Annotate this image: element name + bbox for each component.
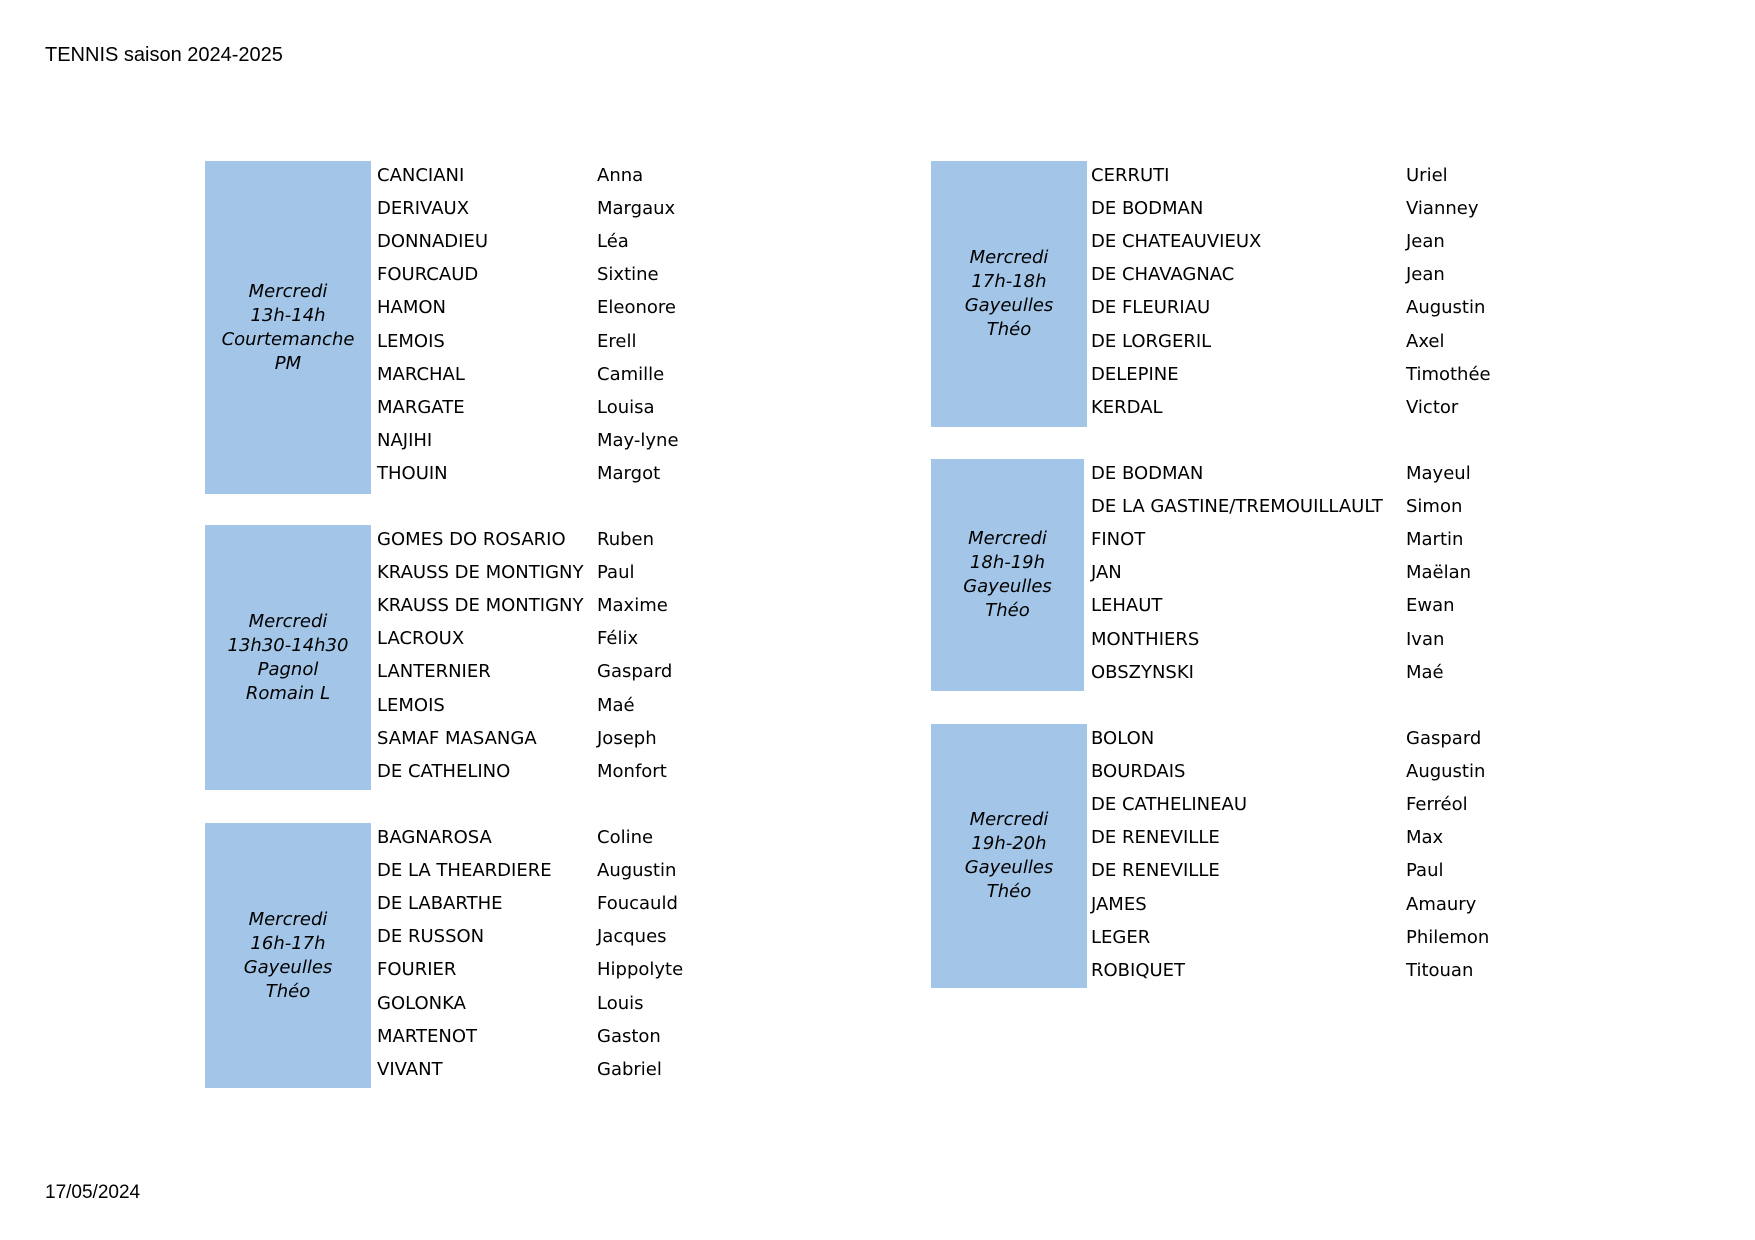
schedule-group [931, 724, 1536, 988]
member-first-name: Augustin [597, 860, 677, 882]
member-last-name: DE LA THEARDIERE [377, 860, 552, 882]
schedule-group [205, 525, 727, 790]
member-row [377, 1022, 727, 1052]
member-first-name: Margaux [597, 198, 676, 220]
member-last-name: DE CHATEAUVIEUX [1091, 231, 1262, 253]
member-first-name: Ivan [1406, 628, 1445, 650]
group-label-line: 17h-18h [971, 271, 1047, 292]
member-last-name: GOMES DO ROSARIO [377, 529, 566, 550]
member-first-name: Ferréol [1406, 794, 1468, 816]
member-last-name: GOLONKA [377, 992, 466, 1014]
member-last-name: LEMOIS [377, 330, 445, 352]
member-last-name: CERRUTI [1091, 165, 1170, 186]
member-first-name: Gaspard [1406, 728, 1482, 749]
member-row [377, 293, 727, 323]
group-label-line: Gayeulles [964, 857, 1054, 878]
member-row [1091, 327, 1536, 357]
group-label [205, 161, 371, 494]
member-row [1091, 492, 1536, 522]
member-first-name: Erell [597, 330, 637, 352]
member-last-name: NAJIHI [377, 429, 433, 451]
group-label-line: Mercredi [248, 610, 328, 632]
member-first-name: Louis [597, 992, 644, 1014]
member-first-name: Paul [1406, 860, 1444, 882]
member-first-name: Axel [1406, 330, 1445, 352]
member-first-name: May-lyne [597, 429, 679, 451]
member-last-name: CANCIANI [377, 165, 465, 186]
member-last-name: DERIVAUX [377, 198, 470, 220]
document-date: 17/05/2024 [45, 1182, 141, 1203]
member-first-name: Louisa [597, 396, 655, 418]
member-last-name: JAMES [1091, 893, 1147, 915]
group-label [205, 823, 371, 1088]
member-last-name: DE LABARTHE [377, 893, 503, 915]
member-first-name: Simon [1406, 496, 1463, 518]
member-first-name: Hippolyte [597, 959, 684, 981]
member-last-name: LACROUX [377, 628, 465, 650]
member-row [1091, 293, 1536, 323]
member-first-name: Maé [1406, 661, 1444, 683]
member-last-name: DE CATHELINO [377, 760, 511, 782]
member-last-name: DE RENEVILLE [1091, 827, 1220, 849]
member-first-name: Jacques [597, 926, 667, 948]
schedule-group [931, 459, 1536, 691]
group-label-line: PM [274, 352, 302, 374]
member-row [1091, 161, 1536, 191]
member-row [1091, 260, 1536, 290]
group-label-line: Théo [986, 881, 1032, 902]
member-row [377, 426, 727, 456]
member-first-name: Maxime [597, 595, 668, 617]
member-first-name: Augustin [1406, 297, 1486, 319]
group-label-line: Théo [985, 600, 1030, 621]
group-label-line: Mercredi [969, 809, 1049, 830]
member-first-name: Maé [597, 694, 635, 716]
member-first-name: Gaspard [597, 661, 673, 683]
member-last-name: MARGATE [377, 396, 465, 418]
member-last-name: DE FLEURIAU [1091, 297, 1211, 319]
member-row [377, 360, 727, 390]
member-row [377, 227, 727, 257]
member-row [1091, 360, 1536, 390]
schedule-group [931, 161, 1536, 427]
member-row [377, 989, 727, 1019]
member-last-name: ROBIQUET [1091, 959, 1186, 981]
member-last-name: DONNADIEU [377, 231, 488, 253]
member-first-name: Léa [597, 231, 629, 253]
group-label [931, 459, 1084, 691]
member-row [1091, 956, 1536, 986]
member-first-name: Titouan [1406, 959, 1474, 981]
member-first-name: Anna [597, 165, 644, 186]
member-row [1091, 194, 1536, 224]
member-row [1091, 591, 1536, 621]
member-row [1091, 923, 1536, 953]
member-first-name: Félix [597, 628, 639, 650]
member-first-name: Philemon [1406, 926, 1490, 948]
member-row [1091, 625, 1536, 655]
member-row [377, 757, 727, 787]
member-first-name: Uriel [1406, 165, 1448, 186]
member-last-name: JAN [1091, 562, 1122, 584]
member-row [377, 657, 727, 687]
member-row [1091, 823, 1536, 853]
group-label-line: 18h-19h [969, 552, 1046, 573]
member-row [377, 525, 727, 555]
member-row [377, 459, 727, 489]
member-first-name: Monfort [597, 760, 667, 782]
member-last-name: SAMAF MASANGA [377, 727, 537, 749]
member-last-name: OBSZYNSKI [1091, 661, 1194, 683]
member-last-name: DELEPINE [1091, 363, 1179, 385]
member-row [1091, 757, 1536, 787]
member-row [377, 955, 727, 985]
group-label-line: Théo [986, 319, 1032, 340]
group-label [931, 724, 1087, 988]
group-label [931, 161, 1087, 427]
group-label-line: Gayeulles [243, 956, 333, 978]
member-last-name: FINOT [1091, 529, 1146, 551]
member-row [377, 724, 727, 754]
member-last-name: LEMOIS [377, 694, 445, 716]
member-last-name: MONTHIERS [1091, 628, 1200, 650]
member-row [1091, 790, 1536, 820]
member-last-name: LEGER [1091, 926, 1151, 948]
member-row [377, 691, 727, 721]
member-row [1091, 227, 1536, 257]
member-last-name: BOLON [1091, 728, 1155, 749]
member-row [377, 161, 727, 191]
group-label-line: 13h-14h [250, 304, 326, 326]
member-last-name: FOURCAUD [377, 264, 479, 286]
group-label-line: Courtemanche [221, 328, 355, 350]
member-row [377, 823, 727, 853]
member-row [1091, 658, 1536, 688]
member-last-name: FOURIER [377, 959, 457, 981]
member-first-name: Augustin [1406, 761, 1486, 783]
member-first-name: Camille [597, 363, 665, 385]
group-label-line: Théo [265, 980, 311, 1002]
member-last-name: LEHAUT [1091, 595, 1163, 617]
group-label [205, 525, 371, 790]
member-row [377, 194, 727, 224]
member-first-name: Coline [597, 827, 654, 848]
member-last-name: KRAUSS DE MONTIGNY [377, 562, 584, 584]
member-last-name: KRAUSS DE MONTIGNY [377, 595, 584, 617]
member-first-name: Eleonore [597, 297, 676, 319]
group-label-line: Mercredi [248, 280, 328, 302]
member-last-name: LANTERNIER [377, 661, 491, 683]
group-label-line: Mercredi [968, 528, 1047, 549]
member-last-name: MARCHAL [377, 363, 465, 385]
member-first-name: Timothée [1406, 363, 1491, 385]
member-row [377, 393, 727, 423]
member-last-name: THOUIN [377, 462, 448, 484]
member-first-name: Vianney [1406, 198, 1479, 220]
member-row [377, 260, 727, 290]
member-last-name: DE RENEVILLE [1091, 860, 1220, 882]
group-label-line: Mercredi [248, 908, 328, 930]
group-label-line: Pagnol [257, 658, 319, 680]
member-first-name: Martin [1406, 529, 1464, 551]
member-last-name: DE RUSSON [377, 926, 485, 948]
group-label-line: Gayeulles [964, 295, 1054, 316]
document-title: TENNIS saison 2024-2025 [45, 44, 283, 66]
member-row [1091, 856, 1536, 886]
group-label-line: 19h-20h [971, 833, 1047, 854]
member-first-name: Sixtine [597, 264, 659, 286]
member-row [1091, 459, 1536, 489]
member-first-name: Joseph [597, 727, 657, 749]
member-first-name: Maëlan [1406, 562, 1472, 584]
member-row [377, 922, 727, 952]
member-first-name: Max [1406, 827, 1444, 849]
group-label-line: Mercredi [969, 247, 1049, 268]
member-first-name: Foucauld [597, 893, 678, 915]
member-row [1091, 890, 1536, 920]
member-first-name: Margot [597, 462, 661, 484]
member-row [377, 856, 727, 886]
member-first-name: Gabriel [597, 1058, 662, 1080]
member-row [377, 624, 727, 654]
member-last-name: MARTENOT [377, 1025, 478, 1047]
member-last-name: DE CHAVAGNAC [1091, 264, 1235, 286]
member-first-name: Victor [1406, 396, 1459, 418]
member-first-name: Mayeul [1406, 463, 1471, 484]
member-last-name: DE LA GASTINE/TREMOUILLAULT [1091, 496, 1383, 518]
member-row [1091, 724, 1536, 754]
member-row [377, 591, 727, 621]
member-row [377, 1055, 727, 1085]
member-first-name: Paul [597, 562, 635, 584]
member-row [1091, 393, 1536, 423]
member-first-name: Jean [1406, 231, 1445, 253]
member-row [377, 558, 727, 588]
member-row [1091, 525, 1536, 555]
member-first-name: Ewan [1406, 595, 1455, 617]
member-last-name: DE LORGERIL [1091, 330, 1212, 352]
member-last-name: BOURDAIS [1091, 761, 1186, 783]
member-first-name: Jean [1406, 264, 1445, 286]
member-last-name: VIVANT [377, 1058, 443, 1080]
member-first-name: Gaston [597, 1025, 661, 1047]
member-row [377, 889, 727, 919]
member-first-name: Amaury [1406, 893, 1477, 915]
member-last-name: DE CATHELINEAU [1091, 794, 1248, 816]
member-last-name: DE BODMAN [1091, 463, 1204, 484]
member-last-name: BAGNAROSA [377, 827, 492, 848]
group-label-line: Romain L [245, 682, 331, 704]
schedule-group [205, 161, 727, 494]
group-label-line: Gayeulles [963, 576, 1052, 597]
member-first-name: Ruben [597, 529, 655, 550]
group-label-line: 16h-17h [250, 932, 326, 954]
member-last-name: DE BODMAN [1091, 198, 1204, 220]
schedule-group [205, 823, 727, 1088]
member-last-name: KERDAL [1091, 396, 1163, 418]
member-row [1091, 558, 1536, 588]
member-last-name: HAMON [377, 297, 447, 319]
group-label-line: 13h30-14h30 [227, 634, 349, 656]
member-row [377, 327, 727, 357]
